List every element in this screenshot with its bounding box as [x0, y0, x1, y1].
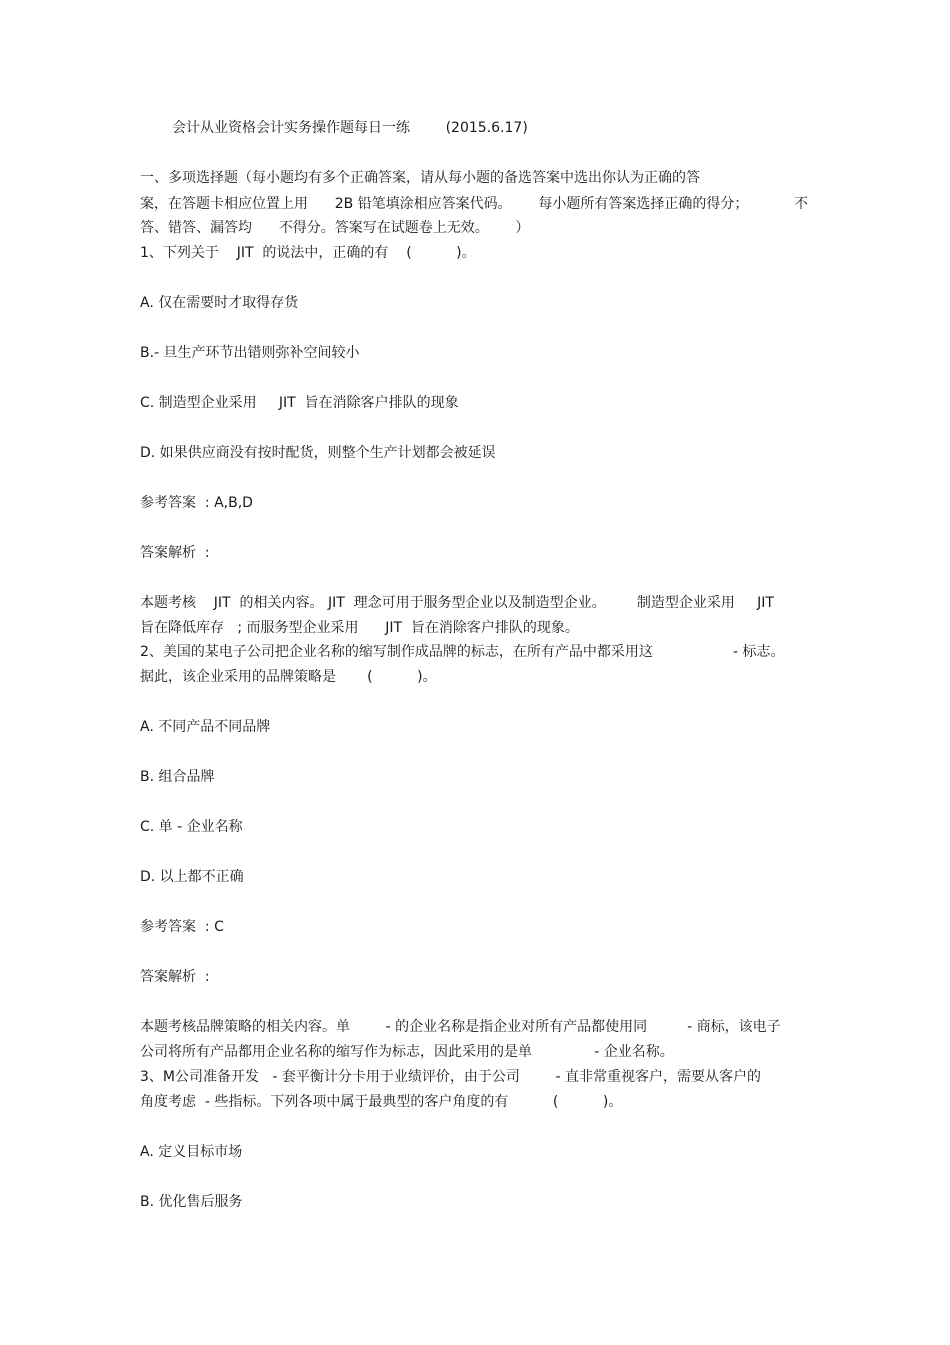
question-2-option-b: B. 组合品牌: [140, 769, 215, 785]
question-1-analysis-line-1: 本题考核 JIT 的相关内容。 JIT 理念可用于服务型企业以及制造型企业。 制造型企业采用 JIT: [140, 595, 774, 611]
question-3-option-b: B. 优化售后服务: [140, 1194, 243, 1210]
instructions-line-2: 案，在答题卡相应位置上用 2B 铅笔填涂相应答案代码。 每小题所有答案选择正确的得分；: [140, 196, 749, 212]
question-1-stem: 1、下列关于 JIT 的说法中，正确的有 ( )。: [140, 245, 476, 261]
question-2-analysis-label: 答案解析 :: [140, 969, 210, 985]
question-3-stem-line-2: 角度考虑 - 些指标。下列各项中属于最典型的客户角度的有 ( )。: [140, 1094, 623, 1110]
question-2-stem-line-1: 2、美国的某电子公司把企业名称的缩写制作成品牌的标志，在所有产品中都采用这 - 标志。: [140, 644, 785, 660]
doc-title: 会计从业资格会计实务操作题每日一练 (2015.6.17): [172, 120, 528, 136]
instructions-line-2-end: 不: [794, 196, 808, 212]
question-2-stem-line-2: 据此，该企业采用的品牌策略是 ( )。: [140, 669, 437, 685]
question-1-analysis-label: 答案解析 :: [140, 545, 210, 561]
question-3-stem-line-1: 3、M公司准备开发 - 套平衡计分卡用于业绩评价，由于公司 - 直非常重视客户，需要从客户的: [140, 1069, 761, 1085]
instructions-line-3: 答、错答、漏答均 不得分。答案写在试题卷上无效。 ）: [140, 220, 530, 236]
question-2-option-c: C. 单 - 企业名称: [140, 819, 243, 835]
question-1-option-b: B.- 旦生产环节出错则弥补空间较小: [140, 345, 360, 361]
question-2-analysis-line-2: 公司将所有产品都用企业名称的缩写作为标志，因此采用的是单 - 企业名称。: [140, 1044, 674, 1060]
instructions-line-1: 一、多项选择题（每小题均有多个正确答案，请从每小题的备选答案中选出你认为正确的答: [140, 170, 700, 186]
question-2-answer: 参考答案 : C: [140, 919, 224, 935]
question-1-option-d: D. 如果供应商没有按时配货，则整个生产计划都会被延误: [140, 445, 496, 461]
question-1-analysis-line-2: 旨在降低库存 ; 而服务型企业采用 JIT 旨在消除客户排队的现象。: [140, 620, 579, 636]
question-1-option-a: A. 仅在需要时才取得存货: [140, 295, 299, 311]
question-3-option-a: A. 定义目标市场: [140, 1144, 243, 1160]
question-2-option-a: A. 不同产品不同品牌: [140, 719, 271, 735]
question-2-option-d: D. 以上都不正确: [140, 869, 244, 885]
question-1-answer: 参考答案 : A,B,D: [140, 495, 253, 511]
question-1-option-c: C. 制造型企业采用 JIT 旨在消除客户排队的现象: [140, 395, 459, 411]
question-2-analysis-line-1: 本题考核品牌策略的相关内容。单 - 的企业名称是指企业对所有产品都使用同 - 商标，该电子: [140, 1019, 781, 1035]
